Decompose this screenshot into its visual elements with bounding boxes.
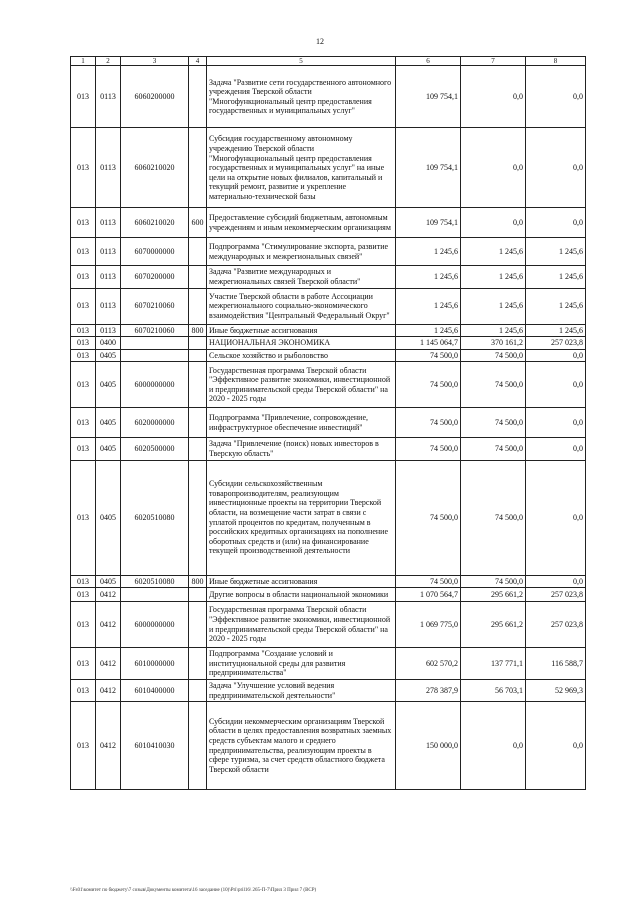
table-cell: 0113 <box>96 208 121 238</box>
table-cell: 013 <box>71 702 96 790</box>
table-cell: 295 661,2 <box>461 588 526 602</box>
table-cell: 6000000000 <box>121 602 189 648</box>
table-cell: 109 754,1 <box>396 66 461 128</box>
table-cell: 0,0 <box>526 575 586 588</box>
table-cell: 257 023,8 <box>526 602 586 648</box>
table-cell <box>189 266 207 288</box>
table-row <box>71 238 586 266</box>
table-cell: 74 500,0 <box>461 349 526 362</box>
table-cell: 1 070 564,7 <box>396 588 461 602</box>
table-cell: 6020000000 <box>121 408 189 438</box>
column-header: 3 <box>121 57 189 66</box>
table-cell <box>189 66 207 128</box>
table-cell: 74 500,0 <box>396 460 461 575</box>
table-cell: 0,0 <box>526 460 586 575</box>
table-cell <box>121 588 189 602</box>
table-cell: 74 500,0 <box>461 408 526 438</box>
row-description: Задача "Привлечение (поиск) новых инвесторов в Тверскую область" <box>207 438 396 460</box>
table-cell: 1 245,6 <box>396 266 461 288</box>
table-cell: 013 <box>71 679 96 701</box>
table-row <box>71 679 586 701</box>
row-description: Задача "Развитие сети государственного автономного учреждения Тверской области "Многофункциональный центр предоставления государственных и муниципальных услуг" <box>207 66 396 128</box>
table-cell: 0113 <box>96 128 121 208</box>
table-cell: 0,0 <box>461 128 526 208</box>
row-description: Субсидии некоммерческим организациям Тверской области в целях предоставления возвратных заемных средств субъектам малого и среднего предпринимательства, реализующим проекты в сфере туризма, за счет средств областного бюджета Тверской области <box>207 702 396 790</box>
table-cell: 6010000000 <box>121 648 189 680</box>
table-row <box>71 128 586 208</box>
table-cell: 6010410030 <box>121 702 189 790</box>
file-path-footer: \\Fs01\комитет по бюджету\7 созыв\Документы комитета\16 заседание (10)\Pri\pril16\ 265-П-7\Прил 3 Прил 7 (ВСР) <box>70 888 317 893</box>
table-cell: 56 703,1 <box>461 679 526 701</box>
table-cell: 74 500,0 <box>396 408 461 438</box>
table-cell: 602 570,2 <box>396 648 461 680</box>
table-cell: 0,0 <box>526 349 586 362</box>
table-cell: 0405 <box>96 460 121 575</box>
table-cell: 0113 <box>96 238 121 266</box>
table-row <box>71 648 586 680</box>
table-cell: 013 <box>71 288 96 324</box>
table-cell: 013 <box>71 337 96 350</box>
table-cell: 600 <box>189 208 207 238</box>
row-description: Сельское хозяйство и рыболовство <box>207 349 396 362</box>
table-cell <box>121 349 189 362</box>
table-cell: 013 <box>71 362 96 408</box>
table-cell: 74 500,0 <box>396 349 461 362</box>
table-cell <box>189 588 207 602</box>
table-cell <box>189 702 207 790</box>
table-cell: 370 161,2 <box>461 337 526 350</box>
table-cell <box>189 349 207 362</box>
table-cell: 74 500,0 <box>396 438 461 460</box>
table-cell: 013 <box>71 602 96 648</box>
table-cell: 116 588,7 <box>526 648 586 680</box>
table-cell: 013 <box>71 208 96 238</box>
table-cell: 0405 <box>96 438 121 460</box>
page-number: 12 <box>316 37 324 46</box>
table-row <box>71 288 586 324</box>
row-description: Иные бюджетные ассигнования <box>207 324 396 337</box>
table-cell: 6060200000 <box>121 66 189 128</box>
row-description: Участие Тверской области в работе Ассоциации межрегионального социально-экономического взаимодействия "Центральный Федеральный Округ" <box>207 288 396 324</box>
table-cell <box>189 362 207 408</box>
table-cell: 0,0 <box>526 128 586 208</box>
table-cell: 0412 <box>96 648 121 680</box>
table-row <box>71 602 586 648</box>
column-header: 4 <box>189 57 207 66</box>
table-cell: 1 245,6 <box>396 238 461 266</box>
table-cell: 150 000,0 <box>396 702 461 790</box>
table-cell <box>189 288 207 324</box>
budget-table <box>70 56 586 790</box>
table-cell: 800 <box>189 575 207 588</box>
table-cell: 013 <box>71 128 96 208</box>
table-cell: 1 145 064,7 <box>396 337 461 350</box>
table-cell: 0,0 <box>526 408 586 438</box>
table-cell: 013 <box>71 238 96 266</box>
table-cell <box>121 337 189 350</box>
table-cell: 74 500,0 <box>396 362 461 408</box>
row-description: Предоставление субсидий бюджетным, автономным учреждениям и иным некоммерческим организациям <box>207 208 396 238</box>
table-cell: 0405 <box>96 575 121 588</box>
table-row <box>71 266 586 288</box>
column-header: 5 <box>207 57 396 66</box>
table-row <box>71 362 586 408</box>
row-description: Задача "Улучшение условий ведения предпринимательской деятельности" <box>207 679 396 701</box>
table-cell: 74 500,0 <box>461 362 526 408</box>
row-description: Субсидии сельскохозяйственным товаропроизводителям, реализующим инвестиционные проекты на территории Тверской области, на возмещение части затрат в связи с уплатой процентов по кредитам, полученным в российских кредитных организациях на пополнение оборотных средств и (или) на финансирование текущей производственной деятельности <box>207 460 396 575</box>
table-cell: 52 969,3 <box>526 679 586 701</box>
table-cell: 1 245,6 <box>461 266 526 288</box>
table-cell <box>189 238 207 266</box>
table-row <box>71 438 586 460</box>
table-cell: 6070200000 <box>121 266 189 288</box>
table-row <box>71 324 586 337</box>
table-cell: 6060210020 <box>121 208 189 238</box>
row-description: Иные бюджетные ассигнования <box>207 575 396 588</box>
row-description: Субсидия государственному автономному учреждению Тверской области "Многофункциональный центр предоставления государственных и муниципальных услуг" на иные цели на открытие новых филиалов, капитальный и текущий ремонт, развитие и укрепление материально-технической базы <box>207 128 396 208</box>
table-cell: 278 387,9 <box>396 679 461 701</box>
row-description: Подпрограмма "Создание условий и институциональной среды для развития предпринимательства" <box>207 648 396 680</box>
table-cell: 6060210020 <box>121 128 189 208</box>
table-cell: 0113 <box>96 66 121 128</box>
table-row <box>71 702 586 790</box>
table-cell: 0405 <box>96 349 121 362</box>
table-cell <box>189 438 207 460</box>
table-cell <box>189 128 207 208</box>
table-cell: 013 <box>71 66 96 128</box>
row-description: Подпрограмма "Привлечение, сопровождение, инфраструктурное обеспечение инвестиций" <box>207 408 396 438</box>
table-row <box>71 337 586 350</box>
table-cell: 0412 <box>96 702 121 790</box>
table-cell: 6000000000 <box>121 362 189 408</box>
table-cell: 013 <box>71 648 96 680</box>
table-cell: 013 <box>71 408 96 438</box>
table-cell: 1 245,6 <box>396 324 461 337</box>
table-row <box>71 408 586 438</box>
table-row <box>71 575 586 588</box>
table-cell: 0412 <box>96 679 121 701</box>
table-cell: 0400 <box>96 337 121 350</box>
table-cell: 0,0 <box>526 438 586 460</box>
table-cell: 013 <box>71 460 96 575</box>
table-cell: 0,0 <box>461 208 526 238</box>
table-cell: 0113 <box>96 288 121 324</box>
table-cell: 1 245,6 <box>526 324 586 337</box>
table-cell: 6020500000 <box>121 438 189 460</box>
table-cell: 0,0 <box>526 362 586 408</box>
table-cell: 0,0 <box>526 66 586 128</box>
table-row <box>71 349 586 362</box>
table-cell: 6020510080 <box>121 460 189 575</box>
table-cell: 109 754,1 <box>396 208 461 238</box>
row-description: Государственная программа Тверской области "Эффективное развитие экономики, инвестиционной и предпринимательской среды Тверской области" на 2020 - 2025 годы <box>207 362 396 408</box>
table-cell: 1 245,6 <box>461 238 526 266</box>
table-cell: 1 245,6 <box>461 324 526 337</box>
table-cell: 74 500,0 <box>461 575 526 588</box>
table-cell: 6010400000 <box>121 679 189 701</box>
table-cell: 74 500,0 <box>461 460 526 575</box>
table-cell: 013 <box>71 266 96 288</box>
column-header: 1 <box>71 57 96 66</box>
table-cell: 0412 <box>96 588 121 602</box>
table-cell: 0,0 <box>526 702 586 790</box>
table-cell <box>189 602 207 648</box>
table-cell: 74 500,0 <box>396 575 461 588</box>
table-cell: 013 <box>71 324 96 337</box>
row-description: Другие вопросы в области национальной экономики <box>207 588 396 602</box>
table-cell: 0,0 <box>461 702 526 790</box>
table-row <box>71 460 586 575</box>
table-cell: 0,0 <box>526 208 586 238</box>
table-cell <box>189 460 207 575</box>
table-cell: 0113 <box>96 266 121 288</box>
table-cell: 1 245,6 <box>396 288 461 324</box>
table-cell: 1 069 775,0 <box>396 602 461 648</box>
table-cell <box>189 679 207 701</box>
row-description: НАЦИОНАЛЬНАЯ ЭКОНОМИКА <box>207 337 396 350</box>
table-cell: 1 245,6 <box>526 238 586 266</box>
table-cell: 013 <box>71 349 96 362</box>
row-description: Подпрограмма "Стимулирование экспорта, развитие международных и межрегиональных связей" <box>207 238 396 266</box>
table-cell: 0113 <box>96 324 121 337</box>
row-description: Задача "Развитие международных и межрегиональных связей Тверской области" <box>207 266 396 288</box>
table-cell <box>189 648 207 680</box>
table-cell: 800 <box>189 324 207 337</box>
table-cell: 0405 <box>96 362 121 408</box>
table-cell: 0412 <box>96 602 121 648</box>
table-cell: 257 023,8 <box>526 588 586 602</box>
table-cell <box>189 408 207 438</box>
table-cell: 74 500,0 <box>461 438 526 460</box>
table-cell: 6070210060 <box>121 324 189 337</box>
table-cell: 257 023,8 <box>526 337 586 350</box>
table-cell: 1 245,6 <box>526 288 586 324</box>
table-row <box>71 588 586 602</box>
column-header: 2 <box>96 57 121 66</box>
table-cell: 109 754,1 <box>396 128 461 208</box>
table-cell: 6070000000 <box>121 238 189 266</box>
table-cell: 0,0 <box>461 66 526 128</box>
column-header: 7 <box>461 57 526 66</box>
column-header-row <box>71 57 586 66</box>
table-cell <box>189 337 207 350</box>
table-cell: 6020510080 <box>121 575 189 588</box>
column-header: 6 <box>396 57 461 66</box>
table-cell: 013 <box>71 575 96 588</box>
table-row <box>71 208 586 238</box>
table-cell: 1 245,6 <box>461 288 526 324</box>
table-cell: 013 <box>71 438 96 460</box>
table-cell: 013 <box>71 588 96 602</box>
table-cell: 1 245,6 <box>526 266 586 288</box>
column-header: 8 <box>526 57 586 66</box>
table-cell: 295 661,2 <box>461 602 526 648</box>
table-row <box>71 66 586 128</box>
table-cell: 6070210060 <box>121 288 189 324</box>
table-cell: 137 771,1 <box>461 648 526 680</box>
row-description: Государственная программа Тверской области "Эффективное развитие экономики, инвестиционной и предпринимательской среды Тверской области" на 2020 - 2025 годы <box>207 602 396 648</box>
table-cell: 0405 <box>96 408 121 438</box>
